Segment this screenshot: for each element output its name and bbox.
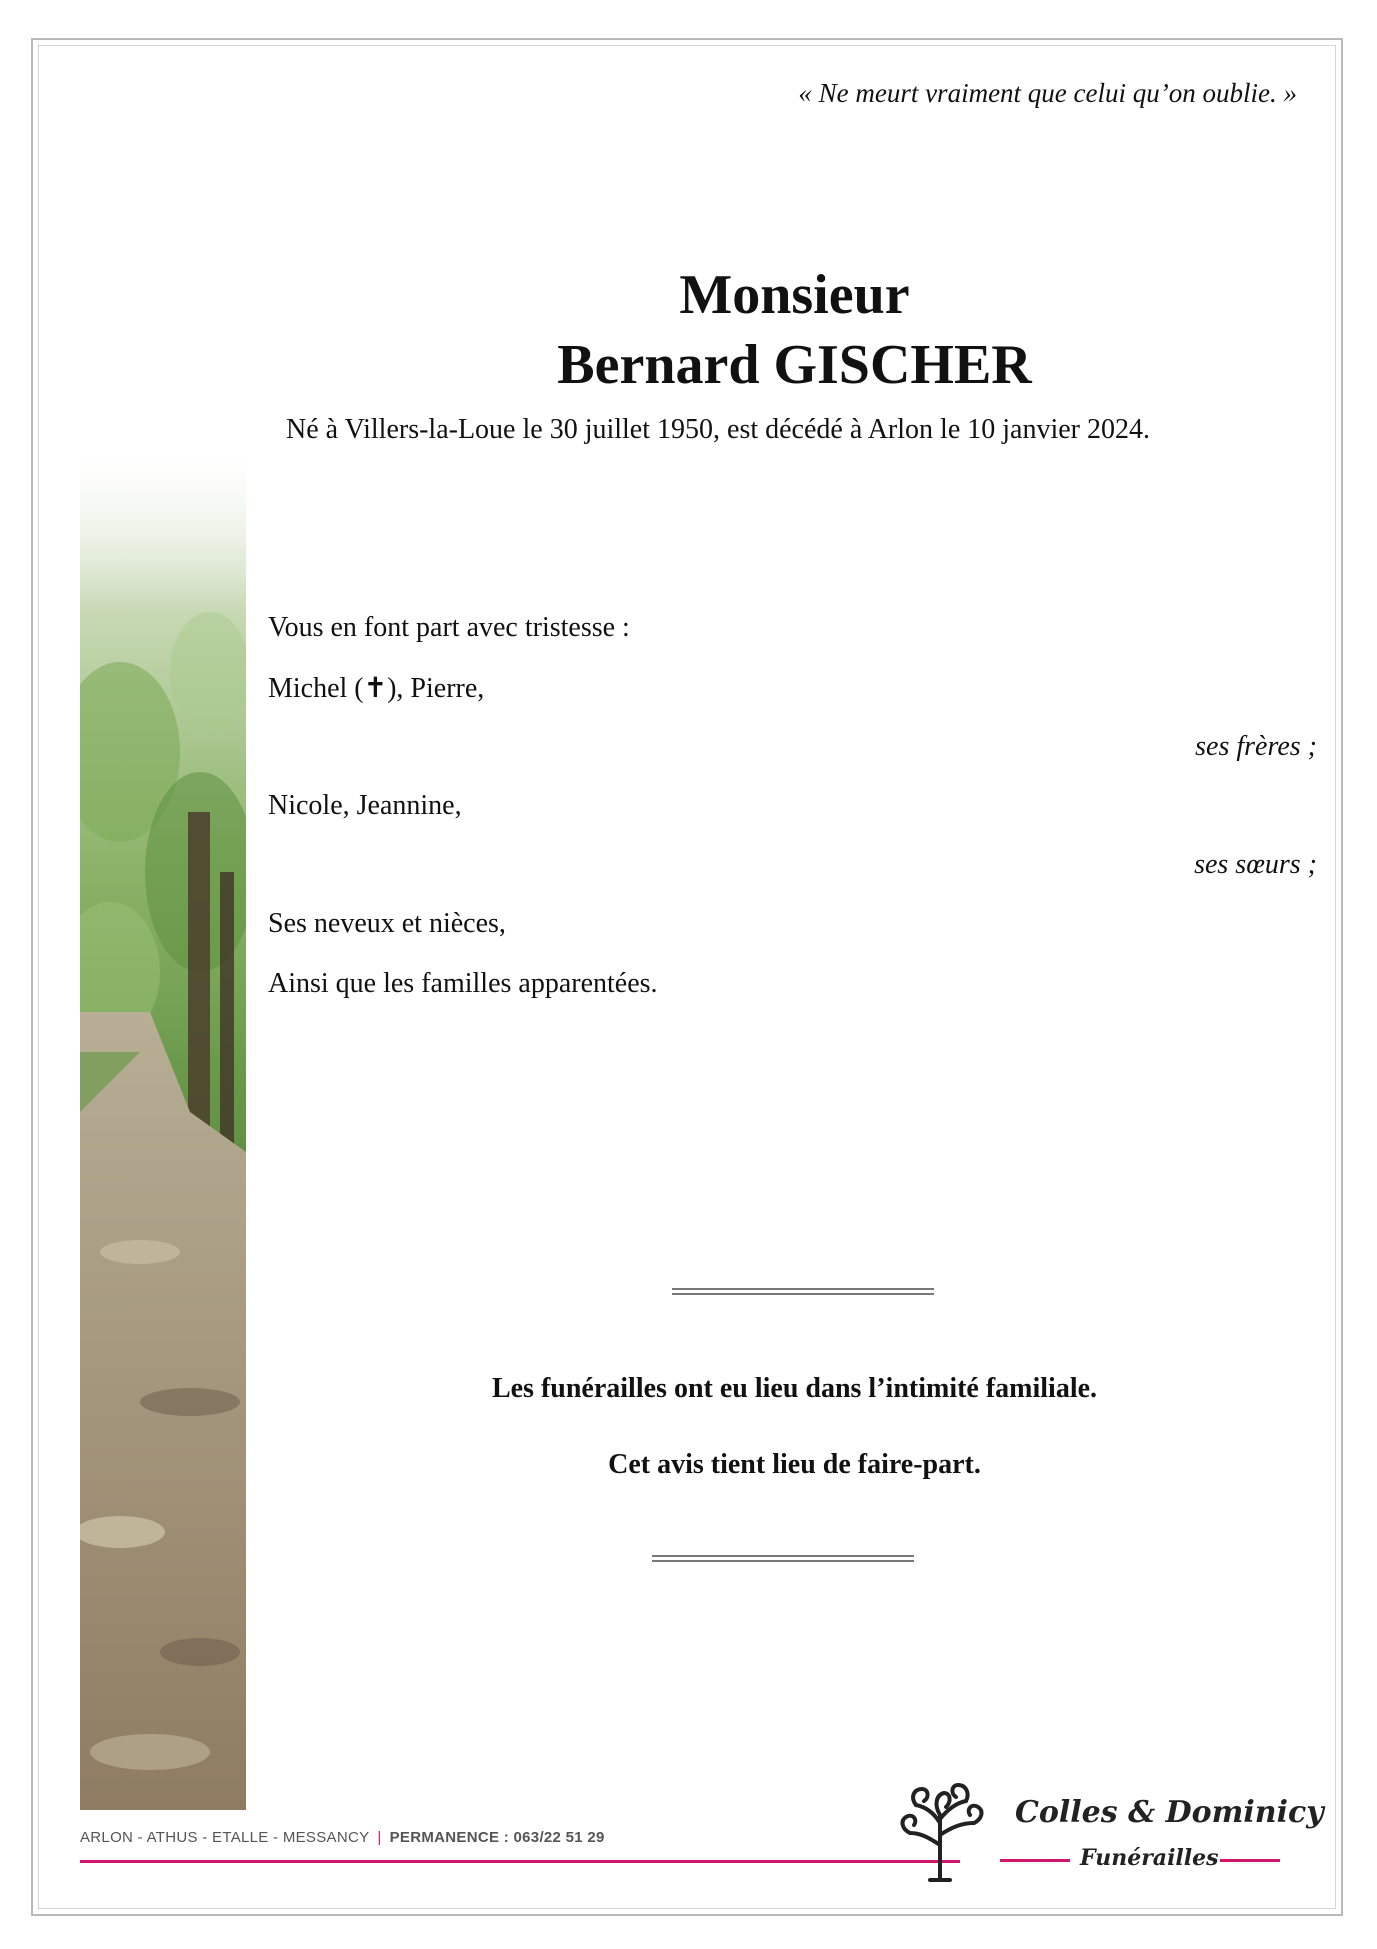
title-honorific: Monsieur	[679, 264, 910, 326]
related-families: Ainsi que les familles apparentées.	[268, 968, 658, 999]
nephews-nieces: Ses neveux et nièces,	[268, 908, 506, 939]
sisters-names: Nicole, Jeannine,	[268, 790, 462, 821]
logo-subtitle: Funérailles	[1080, 1845, 1219, 1871]
logo-name: Colles & Dominicy	[1015, 1795, 1324, 1830]
logo-accent-left	[1000, 1859, 1070, 1862]
title-name: Bernard GISCHER	[557, 334, 1032, 396]
sisters-relation: ses sœurs ;	[1194, 849, 1317, 880]
funeral-home-logo	[880, 1775, 1324, 1885]
divider-bottom	[652, 1555, 914, 1562]
footer-cities-text: ARLON - ATHUS - ETALLE - MESSANCY	[80, 1829, 370, 1846]
birth-death-line: Né à Villers-la-Loue le 30 juillet 1950, est décédé à Arlon le 10 janvier 2024.	[286, 414, 1150, 445]
brothers-relation: ses frères ;	[1195, 731, 1317, 762]
footer-separator: |	[377, 1829, 382, 1846]
brothers-names: Michel (✝), Pierre,	[268, 673, 485, 704]
footer-locations	[80, 1829, 605, 1846]
tree-icon	[890, 1775, 990, 1885]
logo-accent-right	[1220, 1859, 1280, 1862]
faire-part-notice: Cet avis tient lieu de faire-part.	[608, 1449, 981, 1480]
divider-top	[672, 1288, 934, 1295]
forest-path-photo	[80, 452, 246, 1810]
funeral-notice: Les funérailles ont eu lieu dans l’intimité familiale.	[491, 1373, 1098, 1404]
footer-permanence: PERMANENCE : 063/22 51 29	[389, 1829, 605, 1846]
family-intro: Vous en font part avec tristesse :	[268, 612, 630, 643]
footer-accent-line	[80, 1860, 960, 1863]
epigraph-quote: « Ne meurt vraiment que celui qu’on oublie. »	[798, 78, 1297, 108]
